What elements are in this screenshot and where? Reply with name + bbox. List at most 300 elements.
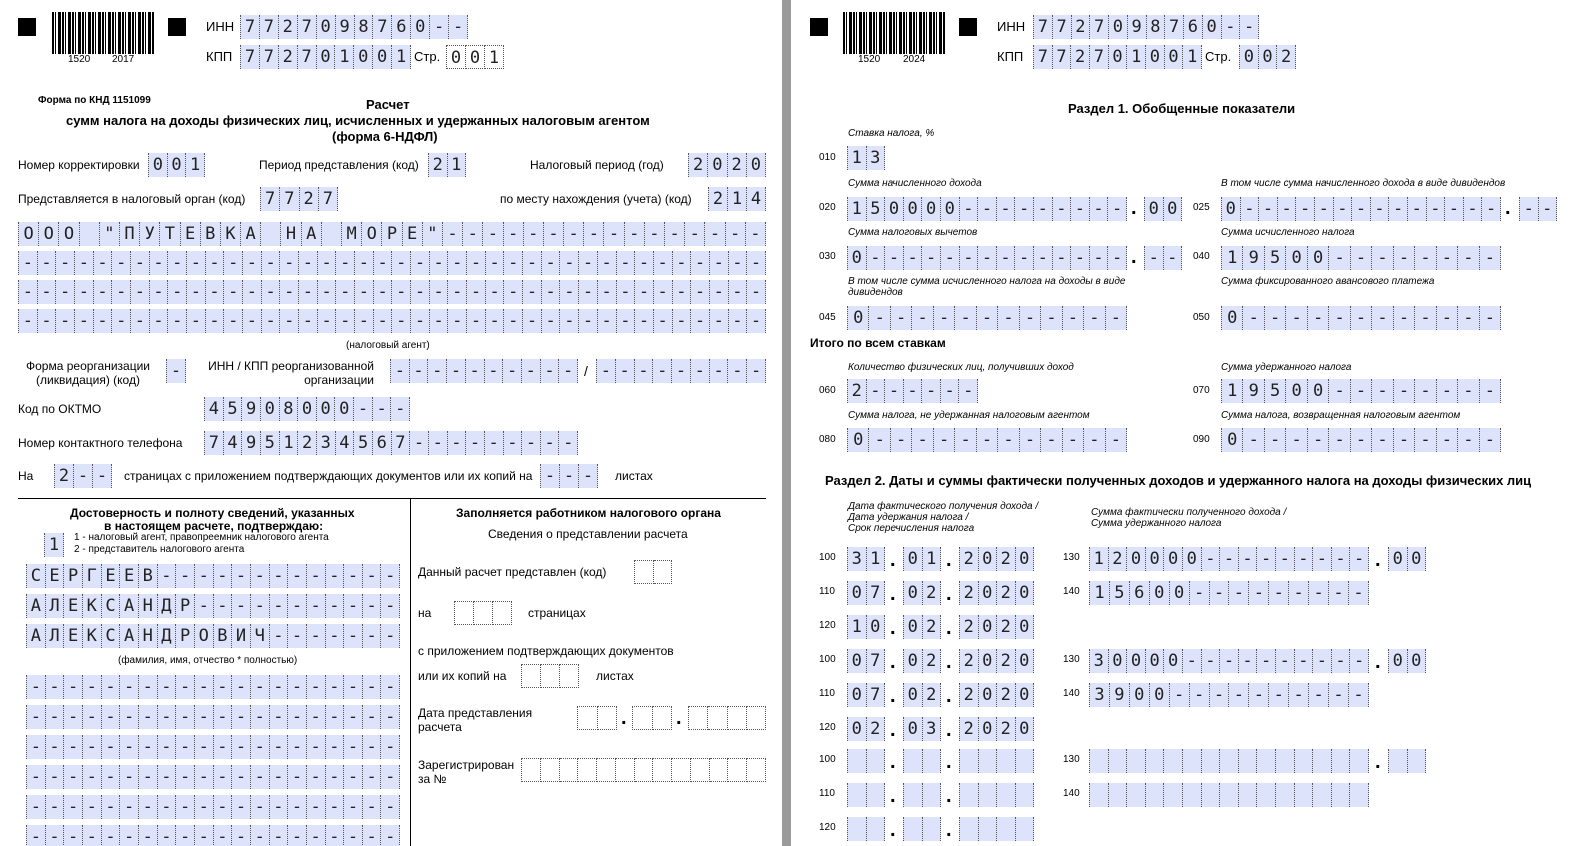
withheld-tax-field[interactable] <box>1089 581 1369 605</box>
fixed-advance-field[interactable] <box>1221 306 1501 330</box>
char-cell: - <box>18 251 38 275</box>
char-cell: - <box>1349 683 1369 707</box>
char-cell: 1 <box>280 431 299 455</box>
char-cell: - <box>46 825 65 846</box>
transfer-date-day[interactable] <box>847 717 885 741</box>
income-date-month[interactable] <box>903 749 941 773</box>
char-cell: - <box>726 222 746 246</box>
char-cell: 9 <box>1128 15 1147 39</box>
char-cell: - <box>1265 428 1286 452</box>
char-cell: - <box>318 280 337 304</box>
char-cell: - <box>336 251 355 275</box>
income-date-day[interactable] <box>847 749 885 773</box>
char-cell: - <box>224 251 243 275</box>
code-110: 110 <box>819 586 835 597</box>
char-cell: - <box>904 246 923 270</box>
char-cell: 0 <box>847 428 869 452</box>
income-kopecks-field[interactable] <box>1144 197 1182 221</box>
char-cell: - <box>560 280 579 304</box>
kpp-field[interactable] <box>240 45 411 69</box>
char-cell: - <box>381 765 400 789</box>
char-cell: 0 <box>979 683 998 707</box>
char-cell: - <box>1190 581 1210 605</box>
char-cell: - <box>232 795 251 819</box>
char-cell: - <box>344 624 363 648</box>
transfer-date-year[interactable] <box>959 615 1034 639</box>
rate-field[interactable] <box>847 146 885 170</box>
date-separator: . <box>946 751 952 773</box>
representative-line-5[interactable] <box>26 795 400 819</box>
char-cell: Д <box>158 594 177 618</box>
char-cell: 5 <box>867 197 886 221</box>
char-cell: - <box>1352 197 1371 221</box>
char-cell: - <box>344 564 363 588</box>
char-cell: - <box>1372 379 1393 403</box>
char-cell: - <box>166 359 186 383</box>
char-cell: - <box>363 705 382 729</box>
char-cell: 6 <box>1130 581 1150 605</box>
kpp-field[interactable] <box>1033 45 1202 69</box>
char-cell: О <box>18 222 39 246</box>
char-cell: 0 <box>979 615 998 639</box>
char-cell: - <box>262 251 281 275</box>
char-cell: - <box>483 222 503 246</box>
char-cell: 0 <box>1016 581 1035 605</box>
barcode-number-right: 2024 <box>903 54 926 65</box>
char-cell: В <box>214 624 233 648</box>
withheld-tax-field[interactable] <box>1089 783 1369 807</box>
char-cell: 1 <box>44 533 64 557</box>
char-cell: - <box>243 309 262 333</box>
char-cell: - <box>280 280 299 304</box>
char-cell: - <box>195 675 214 699</box>
reorg-slash: / <box>584 363 588 379</box>
withheld-field[interactable] <box>1221 379 1501 403</box>
tax-year-field[interactable] <box>688 153 766 177</box>
char-cell: - <box>251 765 270 789</box>
tax-sheets-label: листах <box>596 669 634 683</box>
withhold-date-day[interactable] <box>847 581 885 605</box>
period-field[interactable] <box>428 153 466 177</box>
char-cell: - <box>1034 197 1053 221</box>
char-cell: - <box>176 765 195 789</box>
received-income-kopecks[interactable] <box>1388 749 1426 773</box>
tax-organ-label: Представляется в налоговый орган (код) <box>18 192 246 206</box>
char-cell: - <box>747 359 766 383</box>
char-cell: - <box>1351 379 1372 403</box>
char-cell: Р <box>382 222 402 246</box>
withhold-date-day[interactable] <box>847 783 885 807</box>
code-140: 140 <box>1063 586 1080 597</box>
transfer-date-month[interactable] <box>903 615 941 639</box>
tax-pages-field[interactable] <box>454 601 512 625</box>
char-cell: - <box>869 306 890 330</box>
date-separator: . <box>946 651 952 673</box>
char-cell: 0 <box>903 649 923 673</box>
char-cell: - <box>176 825 195 846</box>
char-cell: - <box>673 309 692 333</box>
char-cell: - <box>625 222 645 246</box>
received-income-kopecks[interactable] <box>1388 649 1426 673</box>
char-cell: - <box>1329 683 1349 707</box>
char-cell: Л <box>46 594 65 618</box>
transfer-date-month[interactable] <box>903 817 941 841</box>
char-cell: - <box>1480 428 1501 452</box>
agent-name-line-2[interactable] <box>18 251 766 275</box>
char-cell: 9 <box>1243 379 1264 403</box>
tax-organ-field[interactable] <box>260 187 338 211</box>
char-cell: - <box>691 251 710 275</box>
char-cell: - <box>1519 197 1539 221</box>
char-cell: - <box>596 359 616 383</box>
char-cell: - <box>1053 197 1072 221</box>
char-cell: - <box>251 735 270 759</box>
char-cell: - <box>1458 306 1479 330</box>
char-cell: 0 <box>373 45 392 69</box>
char-cell: - <box>443 222 463 246</box>
char-cell: - <box>326 765 345 789</box>
char-cell: 2 <box>997 717 1016 741</box>
code-140: 140 <box>1063 788 1080 799</box>
char-cell: С <box>26 564 46 588</box>
char-cell: - <box>1372 428 1393 452</box>
char-cell: 1 <box>1183 45 1202 69</box>
char-cell: - <box>102 675 121 699</box>
representative-line-3[interactable] <box>26 735 400 759</box>
char-cell: М <box>342 222 362 246</box>
tax-date-day-field[interactable] <box>577 706 617 730</box>
withhold-date-day[interactable] <box>847 683 885 707</box>
location-code-field[interactable] <box>708 187 766 211</box>
char-cell: - <box>747 251 766 275</box>
char-cell: - <box>1240 15 1259 39</box>
char-cell: - <box>270 564 289 588</box>
char-cell: - <box>486 309 505 333</box>
char-cell: 2 <box>959 649 979 673</box>
agent-name-line-4[interactable] <box>18 309 766 333</box>
income-date-month[interactable] <box>903 547 941 571</box>
char-cell: - <box>579 280 598 304</box>
income-date-day[interactable] <box>847 649 885 673</box>
char-cell: 1 <box>867 547 886 571</box>
char-cell: 2 <box>997 547 1016 571</box>
char-cell: - <box>653 359 672 383</box>
pages-count-field[interactable] <box>54 464 112 488</box>
withhold-date-year[interactable] <box>959 683 1034 707</box>
char-cell: 2 <box>923 581 942 605</box>
char-cell: - <box>1464 197 1483 221</box>
date-separator: . <box>890 685 896 707</box>
calc-dividends-field[interactable] <box>847 306 1127 330</box>
char-cell: - <box>635 280 654 304</box>
decimal-point: . <box>1375 549 1381 571</box>
first-name-field[interactable] <box>26 594 400 618</box>
transfer-date-month[interactable] <box>903 717 941 741</box>
char-cell: 1 <box>847 146 867 170</box>
char-cell: - <box>1063 306 1084 330</box>
char-cell: 9 <box>242 431 261 455</box>
confirm-code-field[interactable] <box>44 533 64 557</box>
char-cell: - <box>1313 547 1332 571</box>
patronymic-field[interactable] <box>26 624 400 648</box>
char-cell: Е <box>102 564 121 588</box>
transfer-date-year[interactable] <box>959 717 1034 741</box>
char-cell: 0 <box>1170 581 1190 605</box>
marker-square <box>18 18 36 36</box>
char-cell: - <box>891 306 912 330</box>
char-cell: У <box>140 222 160 246</box>
char-cell: - <box>214 594 233 618</box>
oktmo-field[interactable] <box>204 397 410 421</box>
withheld-tax-field[interactable] <box>1089 683 1369 707</box>
location-code-label: по месту нахождения (учета) (код) <box>500 192 692 206</box>
char-cell: - <box>288 795 307 819</box>
income-date-day[interactable] <box>847 547 885 571</box>
returned-field[interactable] <box>1221 428 1501 452</box>
page-divider <box>782 0 791 846</box>
char-cell: - <box>270 675 289 699</box>
char-cell: - <box>139 765 158 789</box>
char-cell: И <box>232 624 251 648</box>
representative-line-4[interactable] <box>26 765 400 789</box>
char-cell: - <box>390 359 410 383</box>
income-date-year[interactable] <box>959 749 1034 773</box>
page-number-field[interactable] <box>1239 45 1296 69</box>
char-cell: - <box>26 705 46 729</box>
char-cell: - <box>466 359 485 383</box>
char-cell: - <box>251 675 270 699</box>
char-cell: - <box>467 309 486 333</box>
correction-label: Номер корректировки <box>18 158 140 172</box>
char-cell: - <box>270 765 289 789</box>
received-income-field[interactable] <box>1089 749 1369 773</box>
char-cell: 0 <box>1016 683 1035 707</box>
char-cell: 2 <box>1071 45 1090 69</box>
reorg-kpp-field[interactable] <box>596 359 766 383</box>
char-cell: - <box>867 379 886 403</box>
char-cell: - <box>1269 683 1289 707</box>
dividends-field[interactable] <box>1221 197 1501 221</box>
char-cell: К <box>83 624 102 648</box>
char-cell: - <box>885 379 904 403</box>
received-income-field[interactable] <box>1089 649 1369 673</box>
char-cell: - <box>64 735 83 759</box>
code-050: 050 <box>1193 312 1210 323</box>
char-cell: - <box>1480 306 1501 330</box>
char-cell: - <box>934 306 955 330</box>
char-cell: - <box>1296 197 1315 221</box>
transfer-date-year[interactable] <box>959 817 1034 841</box>
form-name: (форма 6-НДФЛ) <box>332 129 438 144</box>
char-cell: - <box>112 309 131 333</box>
code-090: 090 <box>1193 434 1210 445</box>
page-2 <box>791 0 1587 846</box>
code-020: 020 <box>819 202 836 213</box>
char-cell: 0 <box>979 649 998 673</box>
char-cell: 0 <box>904 197 923 221</box>
char-cell: А <box>26 624 46 648</box>
oktmo-label: Код по ОКТМО <box>18 402 102 416</box>
date-separator: . <box>890 719 896 741</box>
char-cell: - <box>381 705 400 729</box>
char-cell: - <box>1389 197 1408 221</box>
representative-line-6[interactable] <box>26 825 400 846</box>
char-cell: - <box>83 735 102 759</box>
char-cell: - <box>1332 649 1351 673</box>
char-cell: - <box>381 594 400 618</box>
received-income-field[interactable] <box>1089 547 1369 571</box>
char-cell: - <box>891 428 912 452</box>
char-cell: - <box>1106 428 1127 452</box>
persons-field[interactable] <box>847 379 978 403</box>
char-cell: 7 <box>260 187 280 211</box>
char-cell: 0 <box>1150 683 1170 707</box>
char-cell: - <box>336 280 355 304</box>
char-cell: - <box>94 309 113 333</box>
char-cell: 7 <box>298 15 317 39</box>
transfer-date-day[interactable] <box>847 817 885 841</box>
char-cell: - <box>522 359 541 383</box>
char-cell: 0 <box>1109 45 1128 69</box>
barcode <box>52 12 154 54</box>
char-cell: - <box>1329 581 1349 605</box>
char-cell: - <box>922 246 941 270</box>
char-cell: - <box>1445 197 1464 221</box>
income-date-year[interactable] <box>959 649 1034 673</box>
tax-reg-number-field[interactable] <box>521 758 766 782</box>
char-cell: - <box>747 309 766 333</box>
char-cell: - <box>1482 197 1501 221</box>
decimal-point: . <box>1131 246 1137 268</box>
deductions-kopecks-field[interactable] <box>1144 246 1182 270</box>
agent-name-line-1[interactable] <box>18 222 766 246</box>
correction-field[interactable] <box>148 153 205 177</box>
char-cell: - <box>1480 246 1501 270</box>
code-120: 120 <box>819 722 836 733</box>
char-cell: - <box>448 251 467 275</box>
char-cell: 2 <box>279 15 298 39</box>
char-cell: 0 <box>1164 197 1183 221</box>
char-cell: - <box>912 428 933 452</box>
char-cell: - <box>710 280 729 304</box>
char-cell: - <box>139 735 158 759</box>
char-cell: - <box>344 825 363 846</box>
received-income-kopecks[interactable] <box>1388 547 1426 571</box>
char-cell: Е <box>403 222 423 246</box>
withhold-date-year[interactable] <box>959 581 1034 605</box>
sheets-count-field[interactable] <box>540 464 598 488</box>
tax-sheets-field[interactable] <box>521 664 579 688</box>
income-date-month[interactable] <box>903 649 941 673</box>
char-cell: - <box>262 309 281 333</box>
agent-name-line-3[interactable] <box>18 280 766 304</box>
reorg-form-field[interactable] <box>166 359 186 383</box>
char-cell: - <box>158 705 177 729</box>
page-label: Стр. <box>414 49 441 64</box>
char-cell: - <box>251 564 270 588</box>
char-cell: - <box>598 251 617 275</box>
char-cell: - <box>336 309 355 333</box>
char-cell: - <box>485 431 504 455</box>
tax-date-month-field[interactable] <box>632 706 672 730</box>
kpp-label: КПП <box>206 49 233 64</box>
income-date-year[interactable] <box>959 547 1034 571</box>
withhold-date-month[interactable] <box>903 683 941 707</box>
tax-date-year-field[interactable] <box>688 706 766 730</box>
surname-field[interactable] <box>26 564 400 588</box>
calc-tax-field[interactable] <box>1221 246 1501 270</box>
char-cell: 7 <box>1053 45 1072 69</box>
char-cell: - <box>381 735 400 759</box>
inn-field[interactable] <box>240 15 468 39</box>
char-cell: - <box>344 765 363 789</box>
withhold-date-month[interactable] <box>903 783 941 807</box>
dividends-kopecks-field[interactable] <box>1519 197 1557 221</box>
tax-pages-label: страницах <box>528 606 586 620</box>
char-cell: К <box>83 594 102 618</box>
char-cell: - <box>1415 428 1436 452</box>
char-cell: - <box>176 735 195 759</box>
char-cell: - <box>1220 547 1239 571</box>
char-cell: - <box>195 825 214 846</box>
char-cell: - <box>1020 428 1041 452</box>
char-cell: 0 <box>261 397 280 421</box>
char-cell: - <box>270 825 289 846</box>
char-cell: Р <box>176 594 195 618</box>
page-label: Стр. <box>1205 49 1232 64</box>
char-cell: - <box>112 251 131 275</box>
fio-caption: (фамилия, имя, отчество * полностью) <box>118 655 298 666</box>
char-cell: - <box>1394 379 1415 403</box>
char-cell: - <box>1394 246 1415 270</box>
tax-given-code-field[interactable] <box>634 560 672 584</box>
char-cell: - <box>522 431 541 455</box>
char-cell: 7 <box>1090 45 1109 69</box>
page-number-field[interactable] <box>446 45 504 69</box>
char-cell: - <box>168 309 187 333</box>
char-cell: - <box>1243 306 1264 330</box>
representative-line-2[interactable] <box>26 705 400 729</box>
char-cell: - <box>318 251 337 275</box>
code-130: 130 <box>1063 552 1080 563</box>
phone-label: Номер контактного телефона <box>18 436 183 450</box>
char-cell: - <box>729 280 748 304</box>
income-field[interactable] <box>847 197 1127 221</box>
char-cell: - <box>998 306 1019 330</box>
withhold-date-month[interactable] <box>903 581 941 605</box>
char-cell: 0 <box>847 717 867 741</box>
char-cell: - <box>56 251 75 275</box>
not-withheld-field[interactable] <box>847 428 1127 452</box>
char-cell <box>80 222 100 246</box>
representative-line-1[interactable] <box>26 675 400 699</box>
deductions-field[interactable] <box>847 246 1127 270</box>
char-cell: - <box>504 251 523 275</box>
char-cell: Ч <box>251 624 270 648</box>
char-cell: 2 <box>867 717 886 741</box>
reorg-inn-field[interactable] <box>390 359 578 383</box>
char-cell: - <box>978 197 997 221</box>
char-cell: - <box>150 309 169 333</box>
char-cell: 0 <box>847 649 867 673</box>
inn-field[interactable] <box>1033 15 1259 39</box>
transfer-date-day[interactable] <box>847 615 885 639</box>
withhold-date-year[interactable] <box>959 783 1034 807</box>
confirm-option-2: 2 - представитель налогового агента <box>74 544 245 555</box>
phone-field[interactable] <box>204 431 578 455</box>
char-cell: - <box>1539 197 1558 221</box>
char-cell: - <box>672 359 691 383</box>
